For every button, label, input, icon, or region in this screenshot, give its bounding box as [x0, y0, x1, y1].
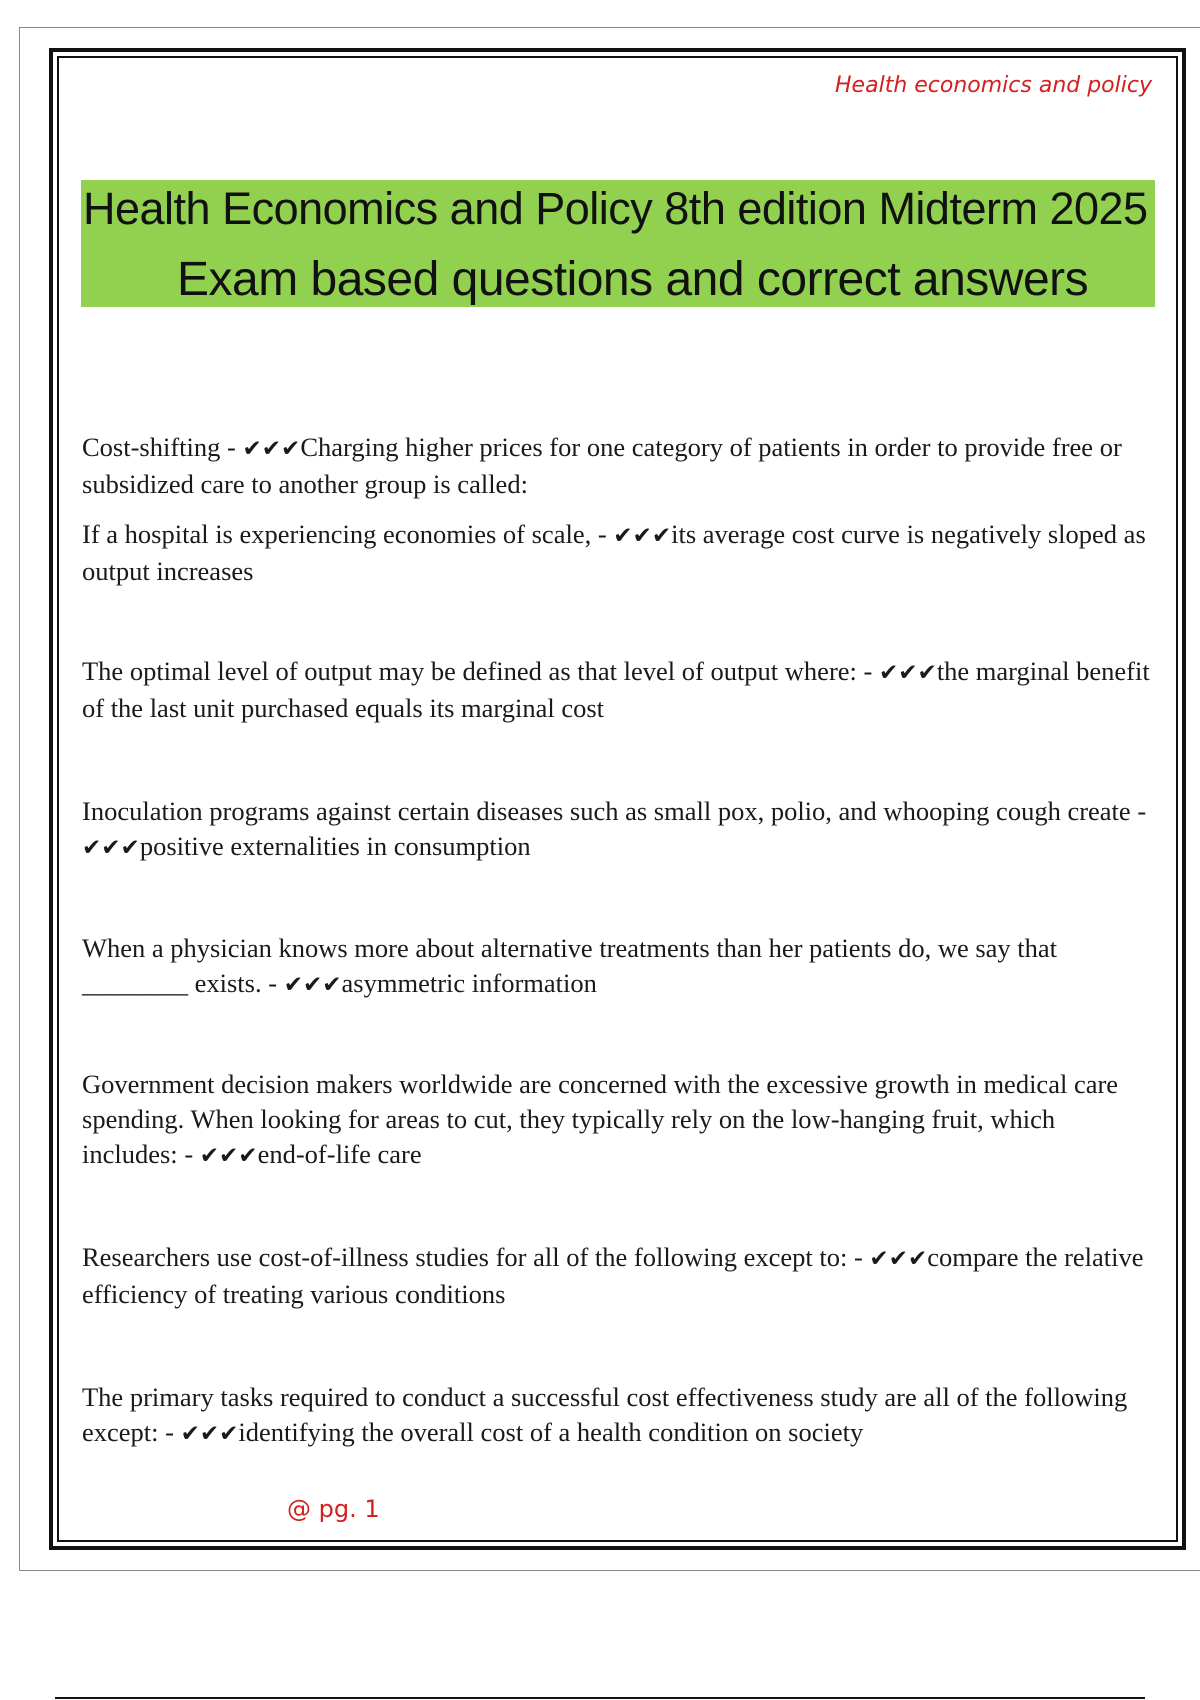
separator: -	[158, 1417, 181, 1447]
answer-text: its average cost curve is negatively sloped as output increases	[82, 519, 1146, 586]
answer-text: end-of-life care	[257, 1139, 422, 1169]
qa-item	[82, 1380, 1154, 1452]
qa-item	[82, 931, 1154, 1003]
answer-text: asymmetric information	[341, 968, 597, 998]
question-text: The optimal level of output may be defined as that level of output where:	[82, 656, 857, 686]
question-text: Cost-shifting	[82, 432, 221, 462]
qa-item	[82, 1240, 1154, 1312]
separator: -	[591, 519, 614, 549]
title-line-1: Health Economics and Policy 8th edition Midterm 2025	[83, 183, 1148, 234]
separator: -	[847, 1242, 870, 1272]
bottom-rule	[55, 1697, 1145, 1699]
checkmark-icon: ✔✔✔	[869, 1246, 928, 1272]
checkmark-icon: ✔✔✔	[613, 523, 672, 549]
qa-item	[82, 517, 1154, 589]
qa-item	[82, 794, 1154, 866]
answer-text: identifying the overall cost of a health condition on society	[238, 1417, 864, 1447]
qa-item	[82, 430, 1154, 502]
separator: -	[220, 432, 243, 462]
checkmark-icon: ✔✔✔	[283, 972, 342, 998]
separator: -	[1130, 796, 1147, 826]
separator: -	[856, 656, 879, 686]
checkmark-icon: ✔✔✔	[242, 436, 301, 462]
running-header: Health economics and policy	[835, 73, 1152, 98]
checkmark-icon: ✔✔✔	[82, 835, 140, 861]
qa-item	[82, 654, 1154, 726]
answer-text: the marginal benefit of the last unit purchased equals its marginal cost	[82, 656, 1150, 723]
title-band	[81, 180, 1155, 307]
question-text: When a physician knows more about alternative treatments than her patients do, we say that ________ exists.	[82, 933, 1058, 998]
question-text: If a hospital is experiencing economies of scale,	[82, 519, 592, 549]
checkmark-icon: ✔✔✔	[199, 1143, 258, 1169]
separator: -	[177, 1139, 200, 1169]
checkmark-icon: ✔✔✔	[180, 1421, 239, 1447]
separator: -	[261, 968, 284, 998]
answer-text: positive externalities in consumption	[139, 831, 531, 861]
question-text: The primary tasks required to conduct a successful cost effectiveness study are all of the following except:	[82, 1382, 1128, 1447]
checkmark-icon: ✔✔✔	[878, 660, 937, 686]
answer-text: compare the relative efficiency of treating various conditions	[82, 1242, 1144, 1309]
answer-text: Charging higher prices for one category of patients in order to provide free or subsidized care to another group is called:	[82, 432, 1122, 499]
qa-item	[82, 1067, 1154, 1174]
question-text: Researchers use cost-of-illness studies for all of the following except to:	[82, 1242, 848, 1272]
question-text: Inoculation programs against certain diseases such as small pox, polio, and whooping cough create	[82, 796, 1131, 826]
title-line-2: Exam based questions and correct answers	[177, 253, 1089, 306]
question-text: Government decision makers worldwide are concerned with the excessive growth in medical care spending. When looking for areas to cut, they typically rely on the low-hanging fruit, which includes:	[82, 1069, 1119, 1169]
page-number: @ pg. 1	[287, 1495, 380, 1523]
